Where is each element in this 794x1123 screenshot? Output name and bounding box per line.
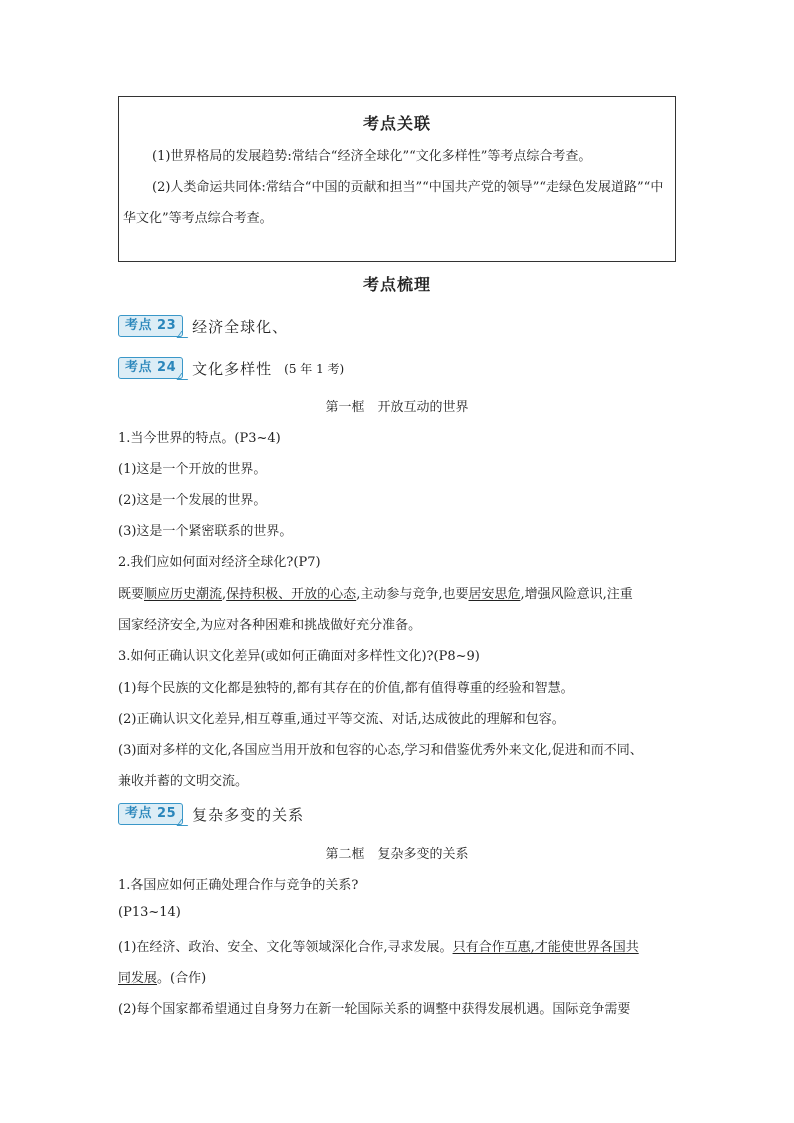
topic-row-24 (118, 356, 344, 380)
answer-line: (1)每个民族的文化都是独特的,都有其存在的价值,都有值得尊重的经验和智慧。 (118, 681, 574, 696)
topic-label: 文化多样性 (192, 359, 273, 378)
related-paragraph-1: (1)世界格局的发展趋势:常结合“经济全球化”“文化多样性”等考点综合考查。 (152, 149, 592, 164)
question-line: 1.各国应如何正确处理合作与竞争的关系? (118, 878, 359, 893)
topic-badge: 考点 24 (118, 357, 183, 379)
answer-line: (2)正确认识文化差异,相互尊重,通过平等交流、对话,达成彼此的理解和包容。 (118, 712, 565, 727)
answer-line (118, 583, 678, 602)
answer-line: 兼收并蓄的文明交流。 (118, 774, 249, 789)
answer-line: (1)这是一个开放的世界。 (118, 462, 267, 477)
question-ref-line: (P13~14) (118, 905, 181, 920)
answer-line: (3)这是一个紧密联系的世界。 (118, 524, 293, 539)
frame-title: 第一框 开放互动的世界 (325, 400, 469, 415)
question-line: 3.如何正确认识文化差异(或如何正确面对多样性文化)?(P8~9) (118, 649, 480, 664)
text-segment: 。(合作) (157, 971, 207, 986)
related-points-box (118, 96, 676, 262)
question-line: 1.当今世界的特点。(P3~4) (118, 431, 281, 446)
answer-line: (3)面对多样的文化,各国应当用开放和包容的心态,学习和借鉴优秀外来文化,促进和而不同、 (118, 743, 643, 758)
section-title: 考点梳理 (362, 275, 431, 294)
underlined-text: 保持积极、开放的心态 (226, 587, 357, 602)
topic-frequency-note: (5 年 1 考) (284, 361, 345, 376)
text-segment: , (222, 587, 227, 602)
answer-line: 国家经济安全,为应对各种困难和挑战做好充分准备。 (118, 618, 422, 633)
underlined-text: 同发展 (118, 971, 158, 986)
related-paragraph-2: (2)人类命运共同体:常结合“中国的贡献和担当”“中国共产党的领导”“走绿色发展道路”“中华文化”等考点综合考查。 (123, 180, 664, 226)
question-line: 2.我们应如何面对经济全球化?(P7) (118, 555, 321, 570)
answer-line (118, 967, 678, 986)
related-title: 考点关联 (362, 114, 431, 133)
text-segment: 既要 (118, 587, 145, 602)
answer-line (118, 936, 678, 955)
answer-line: (2)每个国家都希望通过自身努力在新一轮国际关系的调整中获得发展机遇。国际竞争需要 (118, 1002, 631, 1017)
underlined-text: 居安思危 (468, 587, 521, 602)
topic-row-23 (118, 314, 288, 338)
answer-line: (2)这是一个发展的世界。 (118, 493, 267, 508)
topic-badge: 考点 23 (118, 315, 183, 337)
underlined-text: 只有合作互惠,才能使世界各国共 (452, 940, 639, 955)
topic-label: 复杂多变的关系 (192, 805, 305, 824)
text-segment: ,增强风险意识,注重 (520, 587, 633, 602)
underlined-text: 顺应历史潮流 (144, 587, 223, 602)
text-segment: (1)在经济、政治、安全、文化等领域深化合作,寻求发展。 (118, 940, 453, 955)
topic-label: 经济全球化、 (192, 317, 289, 336)
text-segment: ,主动参与竞争,也要 (356, 587, 469, 602)
topic-row-25 (118, 802, 304, 826)
frame-title: 第二框 复杂多变的关系 (325, 847, 469, 862)
topic-badge: 考点 25 (118, 803, 183, 825)
